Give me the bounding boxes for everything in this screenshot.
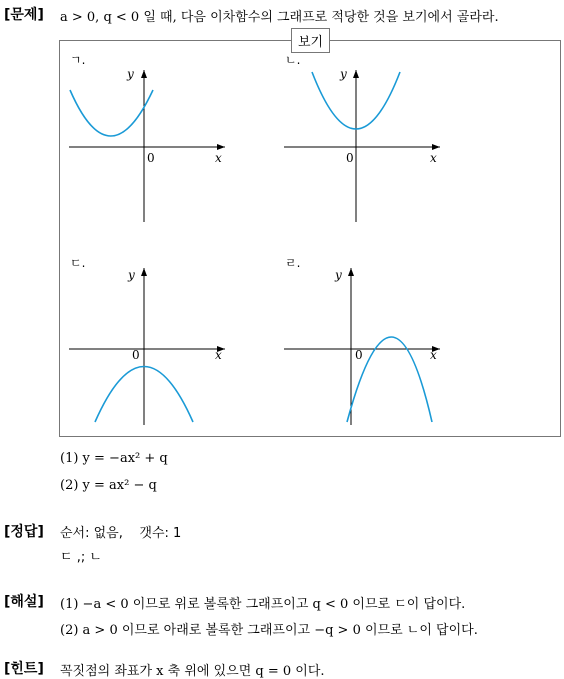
graph-b-origin-label: 0 [346, 151, 354, 165]
graph-a-y-label: y [127, 67, 134, 81]
answer-line-2: ㄷ ,; ㄴ [60, 550, 102, 565]
graph-a-curve [70, 90, 153, 136]
explanation-tag: [해설] [4, 594, 44, 610]
graph-b-label: ㄴ. [285, 53, 301, 67]
problem-tag: [문제] [4, 7, 44, 23]
graph-a-label: ㄱ. [70, 53, 86, 67]
question-1: (1) y = −ax² + q [60, 451, 168, 466]
answer-line-1: 순서: 없음, 갯수: 1 [60, 526, 182, 541]
graph-c-origin-label: 0 [132, 348, 140, 362]
graph-d [280, 255, 450, 430]
graph-c [65, 255, 235, 430]
problem-text: a > 0, q < 0 일 때, 다음 이차함수의 그래프로 적당한 것을 보기에서 골라라. [60, 10, 499, 25]
graph-d-origin-label: 0 [355, 348, 363, 362]
graph-b-x-label: x [430, 151, 437, 165]
graph-a-x-label: x [215, 151, 222, 165]
graph-b [280, 52, 450, 237]
graph-d-label: ㄹ. [285, 256, 301, 270]
graph-c-y-label: y [128, 268, 135, 282]
graph-d-x-label: x [430, 348, 437, 362]
question-2: (2) y = ax² − q [60, 478, 157, 493]
answer-tag: [정답] [4, 524, 44, 540]
graph-a [65, 52, 235, 237]
explanation-line-2: (2) a > 0 이므로 아래로 볼록한 그래프이고 −q > 0 이므로 ㄴ이 답이다. [60, 623, 478, 638]
graph-c-x-label: x [215, 348, 222, 362]
graph-a-origin-label: 0 [147, 151, 155, 165]
graph-d-y-label: y [335, 268, 342, 282]
graph-b-y-label: y [340, 67, 347, 81]
hint-text: 꼭짓점의 좌표가 x 축 위에 있으면 q = 0 이다. [60, 664, 325, 679]
hint-tag: [힌트] [4, 661, 44, 677]
graph-c-label: ㄷ. [70, 256, 86, 270]
choices-box-label: 보기 [291, 28, 330, 53]
explanation-line-1: (1) −a < 0 이므로 위로 볼록한 그래프이고 q < 0 이므로 ㄷ이 답이다. [60, 597, 466, 612]
